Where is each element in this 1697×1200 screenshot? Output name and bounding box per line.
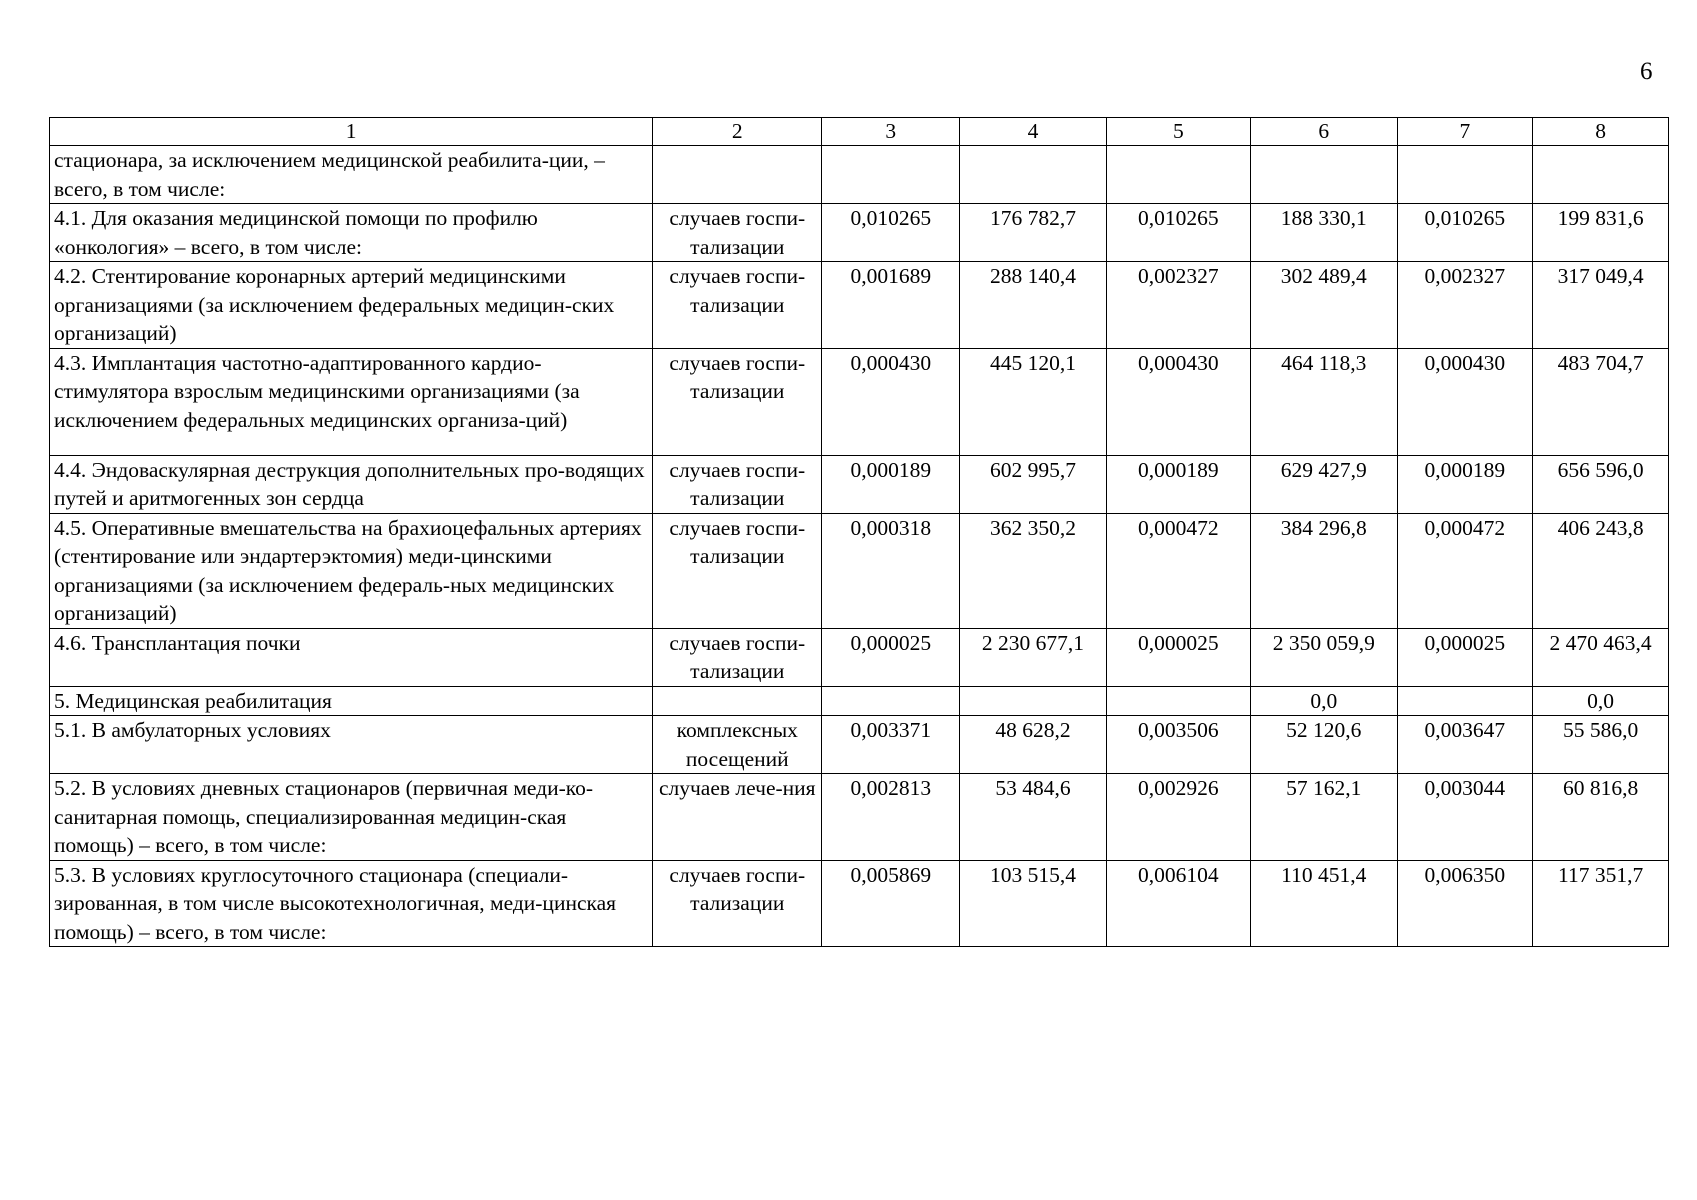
row-label-cell: 5. Медицинская реабилитация xyxy=(50,686,653,716)
value-cell: 110 451,4 xyxy=(1251,860,1397,947)
row-label-cell: 4.1. Для оказания медицинской помощи по профилю «онкология» – всего, в том числе: xyxy=(50,204,653,262)
value-cell: 0,0 xyxy=(1533,686,1669,716)
value-cell: 0,000430 xyxy=(1397,348,1533,455)
value-cell: 55 586,0 xyxy=(1533,716,1669,774)
unit-cell: случаев госпи-тализации xyxy=(653,513,822,628)
value-cell: 0,005869 xyxy=(822,860,960,947)
value-cell xyxy=(822,686,960,716)
value-cell: 288 140,4 xyxy=(960,262,1106,349)
table-header-row xyxy=(50,118,1669,146)
value-cell: 483 704,7 xyxy=(1533,348,1669,455)
table-row xyxy=(50,628,1669,686)
value-cell xyxy=(1106,146,1250,204)
column-header: 2 xyxy=(653,118,822,146)
value-cell: 57 162,1 xyxy=(1251,774,1397,861)
value-cell: 302 489,4 xyxy=(1251,262,1397,349)
value-cell xyxy=(1397,686,1533,716)
table-row xyxy=(50,348,1669,455)
value-cell: 384 296,8 xyxy=(1251,513,1397,628)
value-cell: 445 120,1 xyxy=(960,348,1106,455)
column-header: 3 xyxy=(822,118,960,146)
value-cell: 0,002327 xyxy=(1106,262,1250,349)
value-cell: 48 628,2 xyxy=(960,716,1106,774)
value-cell: 656 596,0 xyxy=(1533,455,1669,513)
value-cell: 0,000318 xyxy=(822,513,960,628)
row-label-cell: 4.2. Стентирование коронарных артерий медицинскими организациями (за исключением федеральных медицин-ских организаций) xyxy=(50,262,653,349)
value-cell: 602 995,7 xyxy=(960,455,1106,513)
column-header: 1 xyxy=(50,118,653,146)
table-row xyxy=(50,204,1669,262)
table-row xyxy=(50,262,1669,349)
unit-cell: случаев лече-ния xyxy=(653,774,822,861)
data-table xyxy=(49,117,1669,947)
value-cell: 0,003506 xyxy=(1106,716,1250,774)
unit-cell xyxy=(653,686,822,716)
value-cell: 176 782,7 xyxy=(960,204,1106,262)
table-body xyxy=(50,118,1669,947)
value-cell: 60 816,8 xyxy=(1533,774,1669,861)
column-header: 5 xyxy=(1106,118,1250,146)
row-label-cell: стационара, за исключением медицинской реабилита-ции, – всего, в том числе: xyxy=(50,146,653,204)
value-cell xyxy=(822,146,960,204)
value-cell: 0,002926 xyxy=(1106,774,1250,861)
value-cell: 0,001689 xyxy=(822,262,960,349)
value-cell xyxy=(960,686,1106,716)
value-cell: 0,0 xyxy=(1251,686,1397,716)
value-cell xyxy=(1251,146,1397,204)
value-cell: 629 427,9 xyxy=(1251,455,1397,513)
value-cell: 0,000025 xyxy=(822,628,960,686)
row-label-cell: 4.3. Имплантация частотно-адаптированного кардио-стимулятора взрослым медицинскими организациями (за исключением федеральных медицинских организа-ций) xyxy=(50,348,653,455)
value-cell: 0,003647 xyxy=(1397,716,1533,774)
table-row xyxy=(50,860,1669,947)
row-label-cell: 4.5. Оперативные вмешательства на брахиоцефальных артериях (стентирование или эндартерэктомия) меди-цинскими организациями (за исключением федераль-ных медицинских организаций) xyxy=(50,513,653,628)
value-cell: 117 351,7 xyxy=(1533,860,1669,947)
row-label-cell: 4.6. Трансплантация почки xyxy=(50,628,653,686)
value-cell: 2 350 059,9 xyxy=(1251,628,1397,686)
value-cell: 362 350,2 xyxy=(960,513,1106,628)
value-cell: 0,000189 xyxy=(1106,455,1250,513)
value-cell: 464 118,3 xyxy=(1251,348,1397,455)
value-cell: 103 515,4 xyxy=(960,860,1106,947)
value-cell: 199 831,6 xyxy=(1533,204,1669,262)
value-cell xyxy=(960,146,1106,204)
value-cell: 0,000430 xyxy=(1106,348,1250,455)
table-row xyxy=(50,716,1669,774)
value-cell: 0,006104 xyxy=(1106,860,1250,947)
table-row xyxy=(50,774,1669,861)
value-cell: 188 330,1 xyxy=(1251,204,1397,262)
unit-cell: случаев госпи-тализации xyxy=(653,860,822,947)
unit-cell xyxy=(653,146,822,204)
table-row xyxy=(50,686,1669,716)
unit-cell: комплексных посещений xyxy=(653,716,822,774)
unit-cell: случаев госпи-тализации xyxy=(653,262,822,349)
value-cell: 0,000025 xyxy=(1397,628,1533,686)
value-cell: 406 243,8 xyxy=(1533,513,1669,628)
value-cell: 0,002813 xyxy=(822,774,960,861)
value-cell: 0,010265 xyxy=(1397,204,1533,262)
value-cell: 0,000430 xyxy=(822,348,960,455)
row-label-cell: 5.1. В амбулаторных условиях xyxy=(50,716,653,774)
value-cell: 53 484,6 xyxy=(960,774,1106,861)
value-cell: 0,010265 xyxy=(822,204,960,262)
row-label-cell: 5.3. В условиях круглосуточного стационара (специали-зированная, в том числе высокотехнологичная, меди-цинская помощь) – всего, в том числе: xyxy=(50,860,653,947)
row-label-cell: 5.2. В условиях дневных стационаров (первичная меди-ко-санитарная помощь, специализированная медицин-ская помощь) – всего, в том числе: xyxy=(50,774,653,861)
value-cell: 0,003371 xyxy=(822,716,960,774)
value-cell: 2 230 677,1 xyxy=(960,628,1106,686)
unit-cell: случаев госпи-тализации xyxy=(653,204,822,262)
value-cell xyxy=(1533,146,1669,204)
value-cell: 0,003044 xyxy=(1397,774,1533,861)
value-cell: 0,002327 xyxy=(1397,262,1533,349)
column-header: 7 xyxy=(1397,118,1533,146)
unit-cell: случаев госпи-тализации xyxy=(653,628,822,686)
column-header: 6 xyxy=(1251,118,1397,146)
table-row xyxy=(50,513,1669,628)
column-header: 8 xyxy=(1533,118,1669,146)
value-cell: 0,010265 xyxy=(1106,204,1250,262)
value-cell xyxy=(1106,686,1250,716)
value-cell: 0,000189 xyxy=(822,455,960,513)
unit-cell: случаев госпи-тализации xyxy=(653,348,822,455)
row-label-cell: 4.4. Эндоваскулярная деструкция дополнительных про-водящих путей и аритмогенных зон сердца xyxy=(50,455,653,513)
value-cell: 2 470 463,4 xyxy=(1533,628,1669,686)
value-cell: 0,000472 xyxy=(1106,513,1250,628)
page-number: 6 xyxy=(1640,58,1653,85)
value-cell: 0,000472 xyxy=(1397,513,1533,628)
table-row xyxy=(50,146,1669,204)
column-header: 4 xyxy=(960,118,1106,146)
value-cell: 0,000025 xyxy=(1106,628,1250,686)
value-cell: 317 049,4 xyxy=(1533,262,1669,349)
value-cell: 0,006350 xyxy=(1397,860,1533,947)
value-cell: 52 120,6 xyxy=(1251,716,1397,774)
value-cell: 0,000189 xyxy=(1397,455,1533,513)
value-cell xyxy=(1397,146,1533,204)
unit-cell: случаев госпи-тализации xyxy=(653,455,822,513)
table-row xyxy=(50,455,1669,513)
